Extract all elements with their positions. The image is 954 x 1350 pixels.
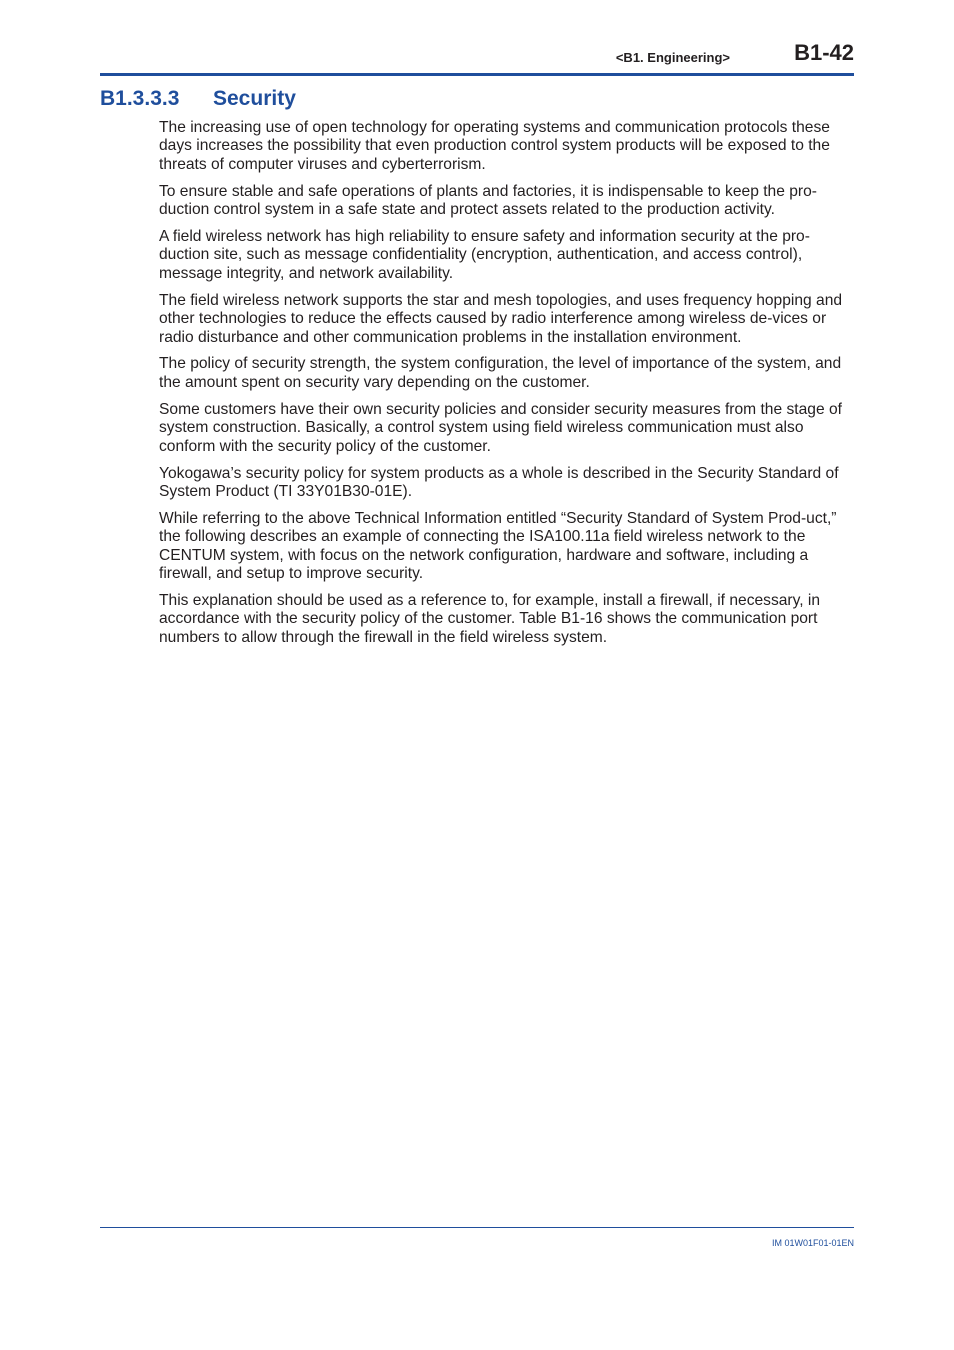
paragraph: While referring to the above Technical Information entitled “Security Standard of System Prod-uct,” the following describes an example of connecting the ISA100.11a field wireless network to the CENTUM system, with focus on the network configuration, hardware and software, including a firewall, and setup to improve security. — [159, 509, 837, 583]
paragraph: Some customers have their own security policies and consider security measures from the stage of system construction. Basically, a control system using field wireless communication must also conform with the security policy of the customer. — [159, 400, 842, 455]
footer-divider — [100, 1227, 854, 1228]
chapter-label: <B1. Engineering> — [615, 50, 730, 65]
paragraph: The field wireless network supports the star and mesh topologies, and uses frequency hopping and other technologies to reduce the effects caused by radio interference among wireless de-vices or radio disturbance and other communication problems in the installation environment. — [159, 291, 843, 346]
paragraph: A field wireless network has high reliability to ensure safety and information security at the pro-duction site, such as message confidentiality (encryption, authentication, and access control), message integrity, and network availability. — [159, 228, 810, 282]
paragraph: This explanation should be used as a reference to, for example, install a firewall, if necessary, in accordance with the security policy of the customer. Table B1-16 shows the communication port numbers to allow through the firewall in the field wireless system. — [159, 591, 821, 646]
header-divider — [100, 73, 854, 76]
paragraph: The policy of security strength, the system configuration, the level of importance of the system, and the amount spent on security vary depending on the customer. — [159, 355, 842, 391]
section-title: Security — [213, 87, 296, 110]
page-number: B1-42 — [794, 40, 854, 65]
paragraph: Yokogawa’s security policy for system products as a whole is described in the Security Standard of System Product (TI 33Y01B30-01E). — [159, 464, 839, 500]
section-heading — [100, 87, 296, 111]
document-id: IM 01W01F01-01EN — [771, 1238, 854, 1248]
body-text — [159, 119, 857, 656]
section-number: B1.3.3.3 — [100, 87, 180, 110]
page-header — [100, 40, 854, 76]
paragraph: To ensure stable and safe operations of plants and factories, it is indispensable to keep the pro-duction control system in a safe state and protect assets related to the production activity. — [159, 182, 817, 219]
paragraph: The increasing use of open technology for operating systems and communication protocols these days increases the possibility that even production control system products will be exposed to the threats of computer viruses and cyberterrorism. — [159, 119, 830, 173]
